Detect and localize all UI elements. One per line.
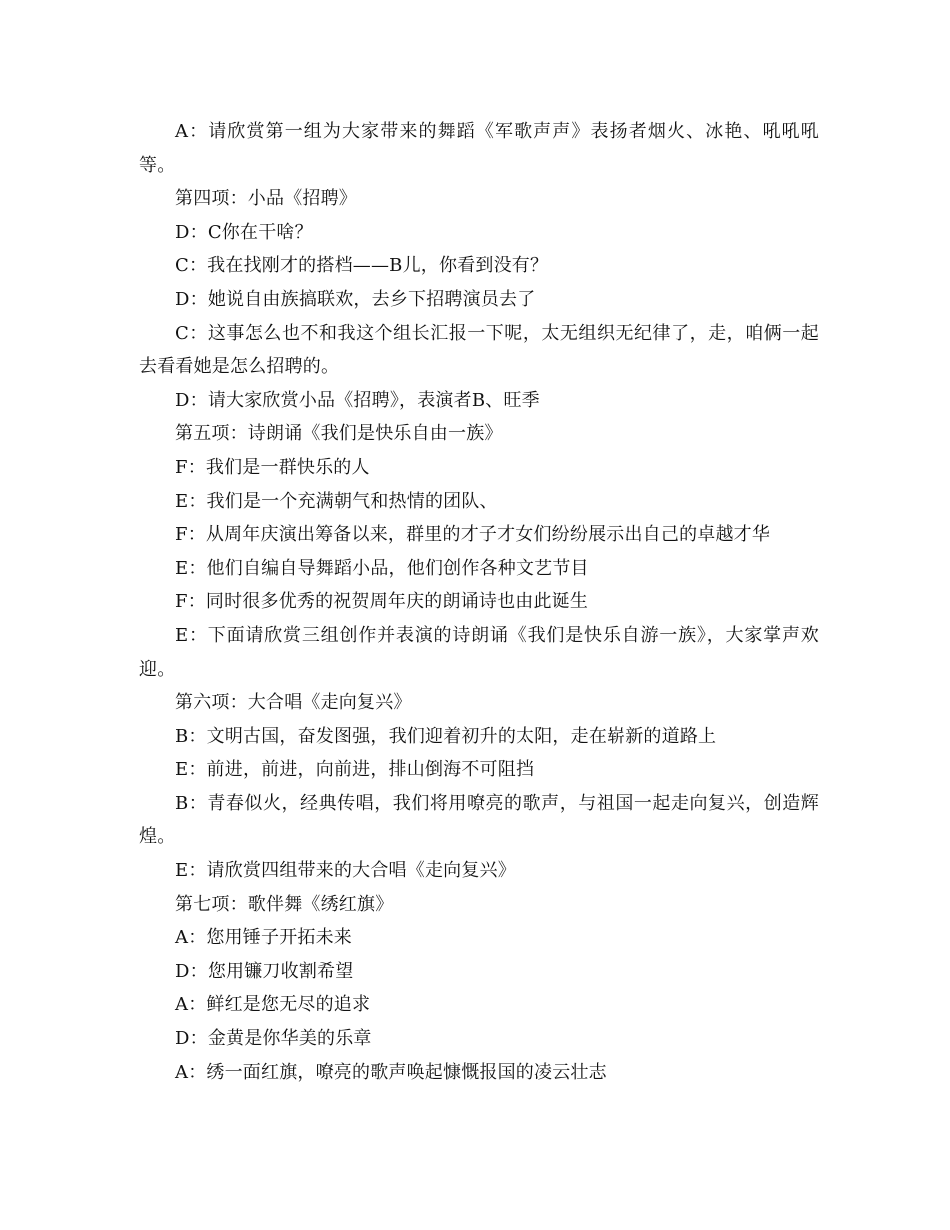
paragraph-f-line-3: F：同时很多优秀的祝贺周年庆的朗诵诗也由此诞生 [175, 591, 589, 613]
paragraph-item-7-title: 第七项：歌伴舞《绣红旗》 [175, 893, 394, 915]
document-body [139, 115, 819, 1089]
paragraph-e-line-5: E：请欣赏四组带来的大合唱《走向复兴》 [175, 860, 516, 882]
paragraph-f-line-1: F：我们是一群快乐的人 [175, 456, 370, 478]
paragraph-item-5-title: 第五项：诗朗诵《我们是快乐自由一族》 [175, 423, 503, 445]
paragraph-d-line-1: D：C你在干啥？ [175, 221, 313, 243]
paragraph-a-dance-intro: A：请欣赏第一组为大家带来的舞蹈《军歌声声》表扬者烟火、冰艳、吼吼吼等。 [139, 121, 819, 176]
paragraph-e-line-3: E：下面请欣赏三组创作并表演的诗朗诵《我们是快乐自游一族》，大家掌声欢迎。 [139, 624, 819, 680]
paragraph-a-line-3: A：鲜红是您无尽的追求 [175, 994, 371, 1016]
paragraph-e-line-2: E：他们自编自导舞蹈小品，他们创作各种文艺节目 [175, 557, 589, 579]
paragraph-c-line-2: C：这事怎么也不和我这个组长汇报一下呢，太无组织无纪律了，走，咱俩一起去看看她是怎么招聘的。 [139, 322, 819, 378]
paragraph-e-line-4: E：前进，前进，向前进，排山倒海不可阻挡 [175, 759, 535, 781]
paragraph-b-line-1: B：文明古国，奋发图强，我们迎着初升的太阳，走在崭新的道路上 [175, 725, 717, 747]
paragraph-a-line-4: A：绣一面红旗，嘹亮的歌声唤起慷慨报国的凌云壮志 [175, 1061, 607, 1083]
paragraph-e-line-1: E：我们是一个充满朝气和热情的团队、 [175, 490, 498, 512]
paragraph-d-line-2: D：她说自由族搞联欢，去乡下招聘演员去了 [175, 288, 536, 310]
paragraph-a-line-2: A：您用锤子开拓未来 [175, 927, 352, 949]
paragraph-d-line-4: D：您用镰刀收割希望 [175, 960, 354, 982]
paragraph-b-line-2: B：青春似火，经典传唱，我们将用嘹亮的歌声，与祖国一起走向复兴，创造辉煌。 [139, 792, 819, 848]
paragraph-d-line-3: D：请大家欣赏小品《招聘》，表演者B、旺季 [175, 389, 540, 411]
paragraph-d-line-5: D：金黄是你华美的乐章 [175, 1028, 372, 1050]
paragraph-item-6-title: 第六项：大合唱《走向复兴》 [175, 692, 412, 714]
paragraph-item-4-title: 第四项：小品《招聘》 [175, 188, 357, 210]
paragraph-c-line-1: C：我在找刚才的搭档——B儿，你看到没有？ [175, 255, 549, 277]
paragraph-f-line-2: F：从周年庆演出筹备以来，群里的才子才女们纷纷展示出自己的卓越才华 [175, 524, 771, 546]
